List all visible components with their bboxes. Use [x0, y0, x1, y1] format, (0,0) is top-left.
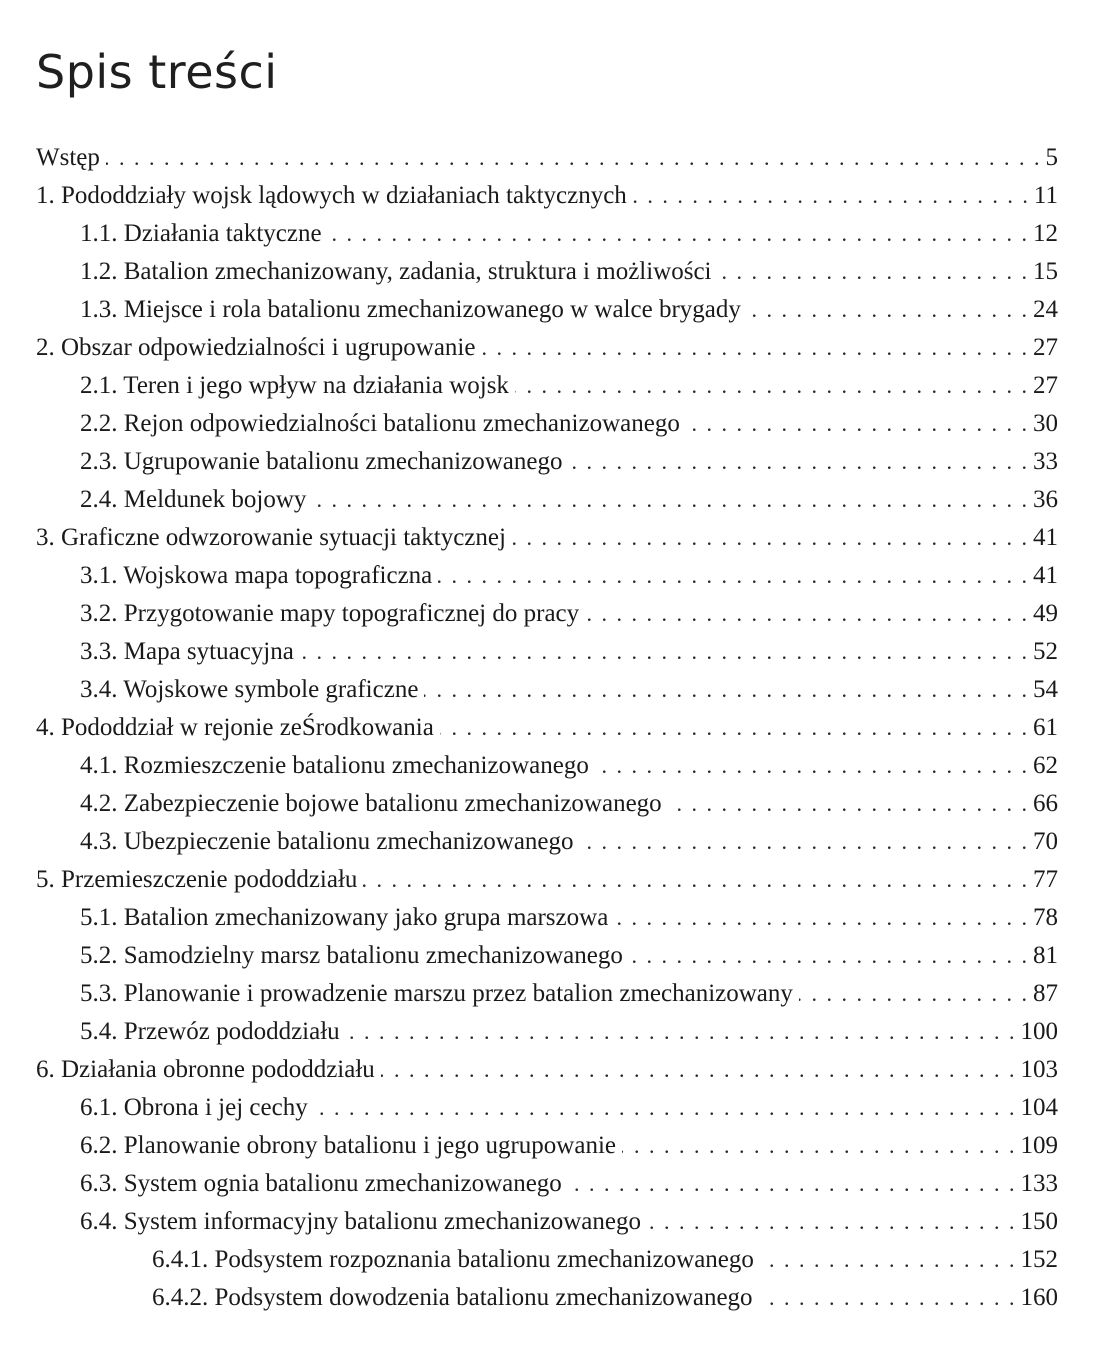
- toc-entry-title: 3.4. Wojskowe symbole graficzne: [80, 676, 419, 703]
- toc-entry-title: 5.2. Samodzielny marsz batalionu zmechanizowanego: [80, 942, 623, 969]
- toc-entry-page-number: 66: [1033, 790, 1058, 817]
- toc-entry-page-number: 78: [1033, 904, 1058, 931]
- toc-entry-title: 2.3. Ugrupowanie batalionu zmechanizowanego: [80, 448, 563, 475]
- toc-entry-page-number: 27: [1033, 372, 1058, 399]
- toc-entry: [36, 139, 1058, 177]
- toc-entry-title: 5.1. Batalion zmechanizowany jako grupa marszowa: [80, 904, 609, 931]
- toc-entry-page-number: 15: [1033, 258, 1058, 285]
- toc-entry: [36, 785, 1058, 823]
- toc-leader-dots: [647, 1203, 1015, 1241]
- table-of-contents: [36, 139, 1058, 1317]
- toc-leader-dots: [363, 861, 1027, 899]
- toc-leader-dots: [799, 975, 1027, 1013]
- toc-leader-dots: [328, 215, 1027, 253]
- toc-entry-page-number: 109: [1020, 1132, 1058, 1159]
- toc-leader-dots: [629, 937, 1027, 975]
- toc-entry-page-number: 54: [1033, 676, 1058, 703]
- toc-entry-title: 3.3. Mapa sytuacyjna: [80, 638, 294, 665]
- toc-entry-title: 3.1. Wojskowa mapa topograficzna: [80, 562, 433, 589]
- toc-entry-page-number: 77: [1033, 866, 1058, 893]
- toc-entry: [36, 253, 1058, 291]
- toc-entry-title: 1.3. Miejsce i rola batalionu zmechanizowanego w walce brygady: [80, 296, 741, 323]
- toc-entry: [36, 861, 1058, 899]
- toc-entry-page-number: 61: [1033, 714, 1058, 741]
- toc-entry: [36, 481, 1058, 519]
- toc-leader-dots: [568, 443, 1027, 481]
- toc-entry-page-number: 152: [1020, 1246, 1058, 1273]
- toc-leader-dots: [718, 253, 1027, 291]
- toc-leader-dots: [668, 785, 1027, 823]
- toc-entry-page-number: 24: [1033, 296, 1058, 323]
- toc-entry-page-number: 133: [1020, 1170, 1058, 1197]
- toc-entry: [36, 1127, 1058, 1165]
- toc-entry: [36, 1089, 1058, 1127]
- toc-entry: [36, 519, 1058, 557]
- toc-entry: [36, 1203, 1058, 1241]
- toc-entry-title: 4.2. Zabezpieczenie bojowe batalionu zmechanizowanego: [80, 790, 662, 817]
- toc-entry-title: 6.4. System informacyjny batalionu zmechanizowanego: [80, 1208, 641, 1235]
- toc-leader-dots: [300, 633, 1027, 671]
- toc-entry-page-number: 36: [1033, 486, 1058, 513]
- page-title: Spis treści: [36, 45, 278, 99]
- toc-leader-dots: [481, 329, 1027, 367]
- toc-entry-page-number: 150: [1020, 1208, 1058, 1235]
- toc-entry: [36, 633, 1058, 671]
- toc-leader-dots: [512, 519, 1027, 557]
- toc-leader-dots: [633, 177, 1028, 215]
- toc-entry-title: 6.4.1. Podsystem rozpoznania batalionu zmechanizowanego: [152, 1246, 754, 1273]
- toc-entry-title: 4.1. Rozmieszczenie batalionu zmechanizowanego: [80, 752, 589, 779]
- toc-entry: [36, 823, 1058, 861]
- toc-leader-dots: [686, 405, 1027, 443]
- toc-entry-page-number: 30: [1033, 410, 1058, 437]
- toc-entry: [36, 975, 1058, 1013]
- toc-entry-page-number: 70: [1033, 828, 1058, 855]
- toc-entry-title: 5.4. Przewóz pododdziału: [80, 1018, 340, 1045]
- toc-entry-title: 5.3. Planowanie i prowadzenie marszu przez batalion zmechanizowany: [80, 980, 793, 1007]
- toc-entry: [36, 1051, 1058, 1089]
- toc-entry-page-number: 87: [1033, 980, 1058, 1007]
- toc-entry: [36, 937, 1058, 975]
- toc-entry: [36, 671, 1058, 709]
- toc-leader-dots: [106, 139, 1040, 177]
- toc-leader-dots: [622, 1127, 1015, 1165]
- toc-entry: [36, 1241, 1058, 1279]
- toc-entry: [36, 443, 1058, 481]
- toc-entry-title: 1.2. Batalion zmechanizowany, zadania, struktura i możliwości: [80, 258, 712, 285]
- toc-entry-title: 2.1. Teren i jego wpływ na działania wojsk: [80, 372, 509, 399]
- toc-entry-title: 2.4. Meldunek bojowy: [80, 486, 307, 513]
- toc-entry: [36, 367, 1058, 405]
- toc-entry-title: Wstęp: [36, 144, 100, 171]
- toc-entry-page-number: 41: [1033, 524, 1058, 551]
- toc-entry: [36, 215, 1058, 253]
- toc-entry-title: 1. Pododdziały wojsk lądowych w działaniach taktycznych: [36, 182, 627, 209]
- toc-leader-dots: [312, 481, 1027, 519]
- toc-leader-dots: [515, 367, 1027, 405]
- toc-entry-title: 2. Obszar odpowiedzialności i ugrupowanie: [36, 334, 476, 361]
- toc-leader-dots: [760, 1241, 1015, 1279]
- toc-leader-dots: [595, 747, 1027, 785]
- toc-entry-page-number: 33: [1033, 448, 1058, 475]
- toc-entry-page-number: 81: [1033, 942, 1058, 969]
- toc-entry: [36, 291, 1058, 329]
- toc-entry-page-number: 104: [1020, 1094, 1058, 1121]
- toc-entry-title: 1.1. Działania taktyczne: [80, 220, 322, 247]
- toc-entry-page-number: 100: [1020, 1018, 1058, 1045]
- toc-entry: [36, 329, 1058, 367]
- toc-entry: [36, 405, 1058, 443]
- toc-leader-dots: [747, 291, 1027, 329]
- toc-entry: [36, 709, 1058, 747]
- toc-entry-title: 6.3. System ognia batalionu zmechanizowanego: [80, 1170, 562, 1197]
- toc-entry-page-number: 160: [1020, 1284, 1058, 1311]
- toc-entry-title: 3.2. Przygotowanie mapy topograficznej do pracy: [80, 600, 580, 627]
- toc-leader-dots: [580, 823, 1027, 861]
- toc-entry-page-number: 62: [1033, 752, 1058, 779]
- toc-entry: [36, 595, 1058, 633]
- toc-entry-page-number: 49: [1033, 600, 1058, 627]
- toc-entry-title: 6.2. Planowanie obrony batalionu i jego ugrupowanie: [80, 1132, 616, 1159]
- toc-entry-title: 5. Przemieszczenie pododdziału: [36, 866, 358, 893]
- toc-leader-dots: [568, 1165, 1015, 1203]
- toc-entry: [36, 1279, 1058, 1317]
- toc-entry: [36, 747, 1058, 785]
- toc-entry-title: 6. Działania obronne pododdziału: [36, 1056, 375, 1083]
- toc-entry-page-number: 11: [1033, 182, 1058, 209]
- toc-leader-dots: [585, 595, 1027, 633]
- toc-entry: [36, 557, 1058, 595]
- toc-entry-page-number: 103: [1020, 1056, 1058, 1083]
- toc-entry-title: 2.2. Rejon odpowiedzialności batalionu zmechanizowanego: [80, 410, 680, 437]
- toc-leader-dots: [381, 1051, 1015, 1089]
- toc-entry-page-number: 41: [1033, 562, 1058, 589]
- toc-entry-title: 3. Graficzne odwzorowanie sytuacji taktycznej: [36, 524, 506, 551]
- toc-leader-dots: [614, 899, 1027, 937]
- toc-entry-title: 4.3. Ubezpieczenie batalionu zmechanizowanego: [80, 828, 574, 855]
- toc-entry-title: 6.1. Obrona i jej cechy: [80, 1094, 308, 1121]
- toc-leader-dots: [346, 1013, 1015, 1051]
- toc-entry-page-number: 27: [1033, 334, 1058, 361]
- toc-entry-page-number: 5: [1045, 144, 1058, 171]
- toc-leader-dots: [440, 709, 1027, 747]
- toc-leader-dots: [314, 1089, 1015, 1127]
- toc-entry-page-number: 52: [1033, 638, 1058, 665]
- toc-leader-dots: [438, 557, 1027, 595]
- toc-entry-page-number: 12: [1033, 220, 1058, 247]
- toc-entry-title: 4. Pododdział w rejonie zeŚrodkowania: [36, 714, 434, 741]
- toc-entry: [36, 1165, 1058, 1203]
- toc-entry: [36, 899, 1058, 937]
- toc-leader-dots: [424, 671, 1027, 709]
- toc-entry: [36, 177, 1058, 215]
- toc-entry: [36, 1013, 1058, 1051]
- toc-leader-dots: [759, 1279, 1015, 1317]
- toc-entry-title: 6.4.2. Podsystem dowodzenia batalionu zmechanizowanego: [152, 1284, 753, 1311]
